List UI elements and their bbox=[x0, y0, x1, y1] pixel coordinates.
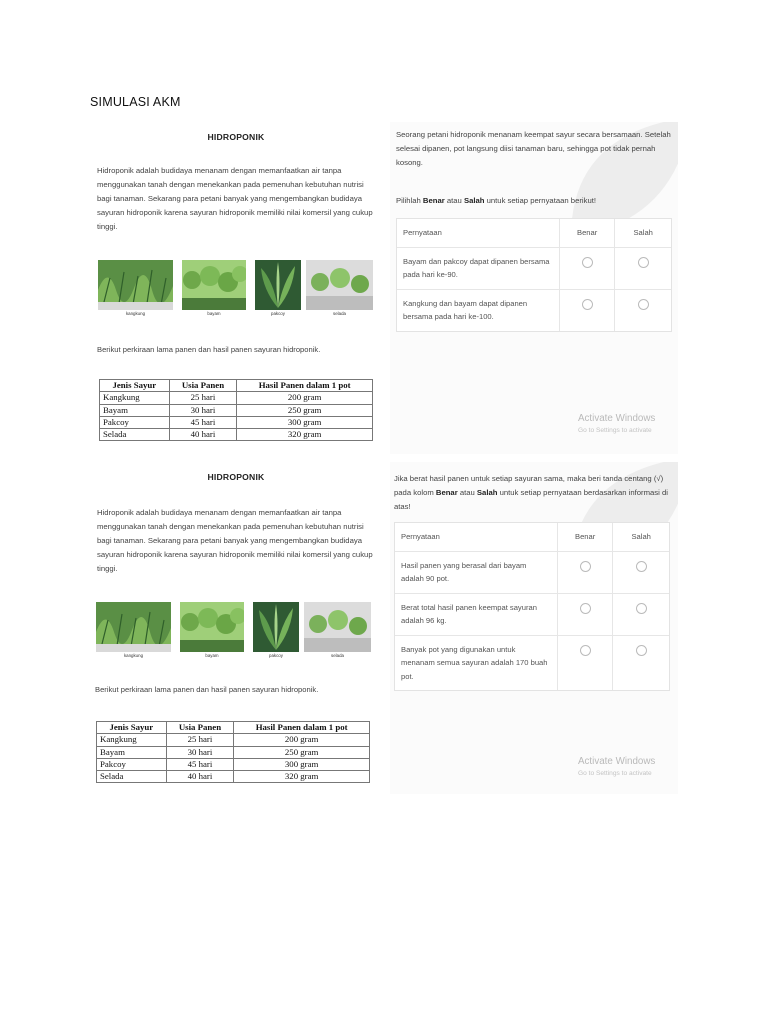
bayam-photo bbox=[180, 602, 244, 652]
photo-caption: bayam bbox=[205, 653, 219, 658]
benar-header: Benar bbox=[560, 219, 616, 247]
column-header: Usia Panen bbox=[166, 722, 234, 734]
table-row bbox=[97, 734, 370, 746]
photo-caption: pakcoy bbox=[271, 311, 285, 316]
statement-text: Hasil panen yang berasal dari bayam adalah 90 pot. bbox=[395, 552, 558, 593]
quiz-header-row bbox=[397, 219, 671, 247]
benar-cell bbox=[558, 636, 614, 691]
cell: Selada bbox=[100, 429, 170, 441]
activate-subtitle: Go to Settings to activate bbox=[578, 770, 652, 777]
benar-cell bbox=[560, 248, 616, 289]
benar-cell bbox=[558, 552, 614, 593]
selada-photo bbox=[304, 602, 371, 652]
cell: Bayam bbox=[100, 404, 170, 416]
cell: 45 hari bbox=[166, 758, 234, 770]
salah-header: Salah bbox=[631, 532, 651, 541]
cell: 200 gram bbox=[237, 392, 373, 404]
reading-column bbox=[92, 462, 380, 794]
photo-caption: bayam bbox=[207, 311, 221, 316]
salah-radio[interactable] bbox=[636, 603, 647, 614]
vegetable-photo-row bbox=[98, 602, 374, 662]
kangkung-photo bbox=[98, 260, 173, 310]
salah-cell bbox=[613, 594, 669, 635]
column-header: Usia Panen bbox=[169, 380, 237, 392]
salah-radio[interactable] bbox=[638, 299, 649, 310]
salah-radio[interactable] bbox=[638, 257, 649, 268]
activate-title: Activate Windows bbox=[578, 756, 656, 767]
table-header-row bbox=[97, 722, 370, 734]
cell: 320 gram bbox=[237, 429, 373, 441]
true-false-table bbox=[394, 522, 670, 691]
cell: Bayam bbox=[97, 746, 167, 758]
activate-subtitle: Go to Settings to activate bbox=[578, 427, 652, 434]
table-row bbox=[100, 404, 373, 416]
column-header: Hasil Panen dalam 1 pot bbox=[237, 380, 373, 392]
kangkung-photo bbox=[96, 602, 171, 652]
salah-cell bbox=[613, 636, 669, 691]
harvest-table bbox=[96, 721, 370, 783]
salah-radio[interactable] bbox=[636, 561, 647, 572]
true-false-table bbox=[396, 218, 672, 332]
question-column bbox=[390, 122, 678, 454]
statement-text: Bayam dan pakcoy dapat dipanen bersama pada hari ke-90. bbox=[397, 248, 560, 289]
photo-caption: pakcoy bbox=[269, 653, 283, 658]
context-text: Seorang petani hidroponik menanam keempat sayur secara bersamaan. Setelah selesai dipanen, pot langsung diisi tanaman baru, sehingga pot tidak pernah kosong. bbox=[396, 130, 671, 167]
section-heading: HIDROPONIK bbox=[207, 132, 265, 142]
cell: 40 hari bbox=[166, 771, 234, 783]
cell: 320 gram bbox=[234, 771, 370, 783]
cell: Pakcoy bbox=[100, 416, 170, 428]
quiz-row bbox=[395, 635, 669, 691]
benar-cell bbox=[560, 290, 616, 331]
quiz-row bbox=[395, 551, 669, 593]
quiz-header-row bbox=[395, 523, 669, 551]
statement-text: Kangkung dan bayam dapat dipanen bersama pada hari ke-100. bbox=[397, 290, 560, 331]
instruction-text: Jika berat hasil panen untuk setiap sayuran sama, maka beri tanda centang (√) pada kolom Benar atau Salah untuk setiap pernyataan berdasarkan informasi di atas! bbox=[394, 474, 668, 511]
salah-radio[interactable] bbox=[636, 645, 647, 656]
quiz-row bbox=[397, 289, 671, 331]
statement-header: Pernyataan bbox=[397, 219, 560, 247]
bayam-photo bbox=[182, 260, 246, 310]
benar-radio[interactable] bbox=[580, 561, 591, 572]
benar-radio[interactable] bbox=[580, 603, 591, 614]
pakcoy-photo bbox=[255, 260, 301, 310]
question-column bbox=[390, 462, 678, 794]
screenshot-panel-2 bbox=[92, 462, 678, 794]
table-intro: Berikut perkiraan lama panen dan hasil panen sayuran hidroponik. bbox=[95, 685, 319, 694]
vegetable-photo-row bbox=[98, 260, 374, 320]
quiz-row bbox=[397, 247, 671, 289]
benar-radio[interactable] bbox=[582, 299, 593, 310]
benar-radio[interactable] bbox=[582, 257, 593, 268]
cell: Pakcoy bbox=[97, 758, 167, 770]
cell: 25 hari bbox=[169, 392, 237, 404]
section-heading: HIDROPONIK bbox=[207, 472, 265, 482]
salah-cell bbox=[615, 248, 671, 289]
photo-caption: selada bbox=[333, 311, 346, 316]
harvest-table bbox=[99, 379, 373, 441]
cell: Kangkung bbox=[97, 734, 167, 746]
activate-title: Activate Windows bbox=[578, 413, 656, 424]
quiz-row bbox=[395, 593, 669, 635]
instruction-text: Pilihlah Benar atau Salah untuk setiap pernyataan berikut! bbox=[396, 196, 597, 205]
cell: 25 hari bbox=[166, 734, 234, 746]
salah-cell bbox=[613, 552, 669, 593]
pakcoy-photo bbox=[253, 602, 299, 652]
photo-caption: kangkung bbox=[125, 311, 146, 316]
salah-cell bbox=[615, 290, 671, 331]
reading-column bbox=[92, 122, 380, 454]
statement-header: Pernyataan bbox=[395, 523, 558, 551]
table-row bbox=[97, 758, 370, 770]
table-row bbox=[97, 746, 370, 758]
statement-text: Berat total hasil panen keempat sayuran adalah 96 kg. bbox=[395, 594, 558, 635]
statement-text: Banyak pot yang digunakan untuk menanam semua sayuran adalah 170 buah pot. bbox=[395, 636, 558, 691]
photo-caption: kangkung bbox=[123, 653, 144, 658]
table-row bbox=[100, 392, 373, 404]
benar-header: Benar bbox=[558, 523, 614, 551]
cell: 30 hari bbox=[166, 746, 234, 758]
cell: 45 hari bbox=[169, 416, 237, 428]
benar-cell bbox=[558, 594, 614, 635]
selada-photo bbox=[306, 260, 373, 310]
cell: Selada bbox=[97, 771, 167, 783]
cell: 40 hari bbox=[169, 429, 237, 441]
activate-windows-watermark bbox=[578, 413, 678, 434]
cell: 250 gram bbox=[234, 746, 370, 758]
benar-radio[interactable] bbox=[580, 645, 591, 656]
photo-caption: selada bbox=[331, 653, 344, 658]
intro-paragraph: Hidroponik adalah budidaya menanam dengan memanfaatkan air tanpa menggunakan tanah dengan menekankan pada pemenuhan kebutuhan nutrisi bagi tanaman. Sekarang para petani banyak yang mengembangkan budidaya sayuran hidroponik karena sayuran hidroponik memiliki nilai komersil yang cukup tinggi. bbox=[97, 508, 373, 573]
activate-windows-watermark bbox=[578, 756, 678, 777]
table-row bbox=[97, 771, 370, 783]
cell: 250 gram bbox=[237, 404, 373, 416]
column-header: Jenis Sayur bbox=[100, 380, 170, 392]
cell: 300 gram bbox=[237, 416, 373, 428]
document-title: SIMULASI AKM bbox=[90, 95, 181, 109]
cell: 200 gram bbox=[234, 734, 370, 746]
salah-header: Salah bbox=[633, 228, 653, 237]
column-header: Jenis Sayur bbox=[97, 722, 167, 734]
table-row bbox=[100, 416, 373, 428]
screenshot-panel-1 bbox=[92, 122, 678, 454]
intro-paragraph: Hidroponik adalah budidaya menanam dengan memanfaatkan air tanpa menggunakan tanah dengan menekankan pada pemenuhan kebutuhan nutrisi bagi tanaman. Sekarang para petani banyak yang mengembangkan budidaya sayuran hidroponik karena sayuran hidroponik memiliki nilai komersil yang cukup tinggi. bbox=[97, 166, 373, 231]
table-header-row bbox=[100, 380, 373, 392]
column-header: Hasil Panen dalam 1 pot bbox=[234, 722, 370, 734]
table-intro: Berikut perkiraan lama panen dan hasil panen sayuran hidroponik. bbox=[97, 345, 321, 354]
table-row bbox=[100, 429, 373, 441]
cell: Kangkung bbox=[100, 392, 170, 404]
cell: 300 gram bbox=[234, 758, 370, 770]
cell: 30 hari bbox=[169, 404, 237, 416]
